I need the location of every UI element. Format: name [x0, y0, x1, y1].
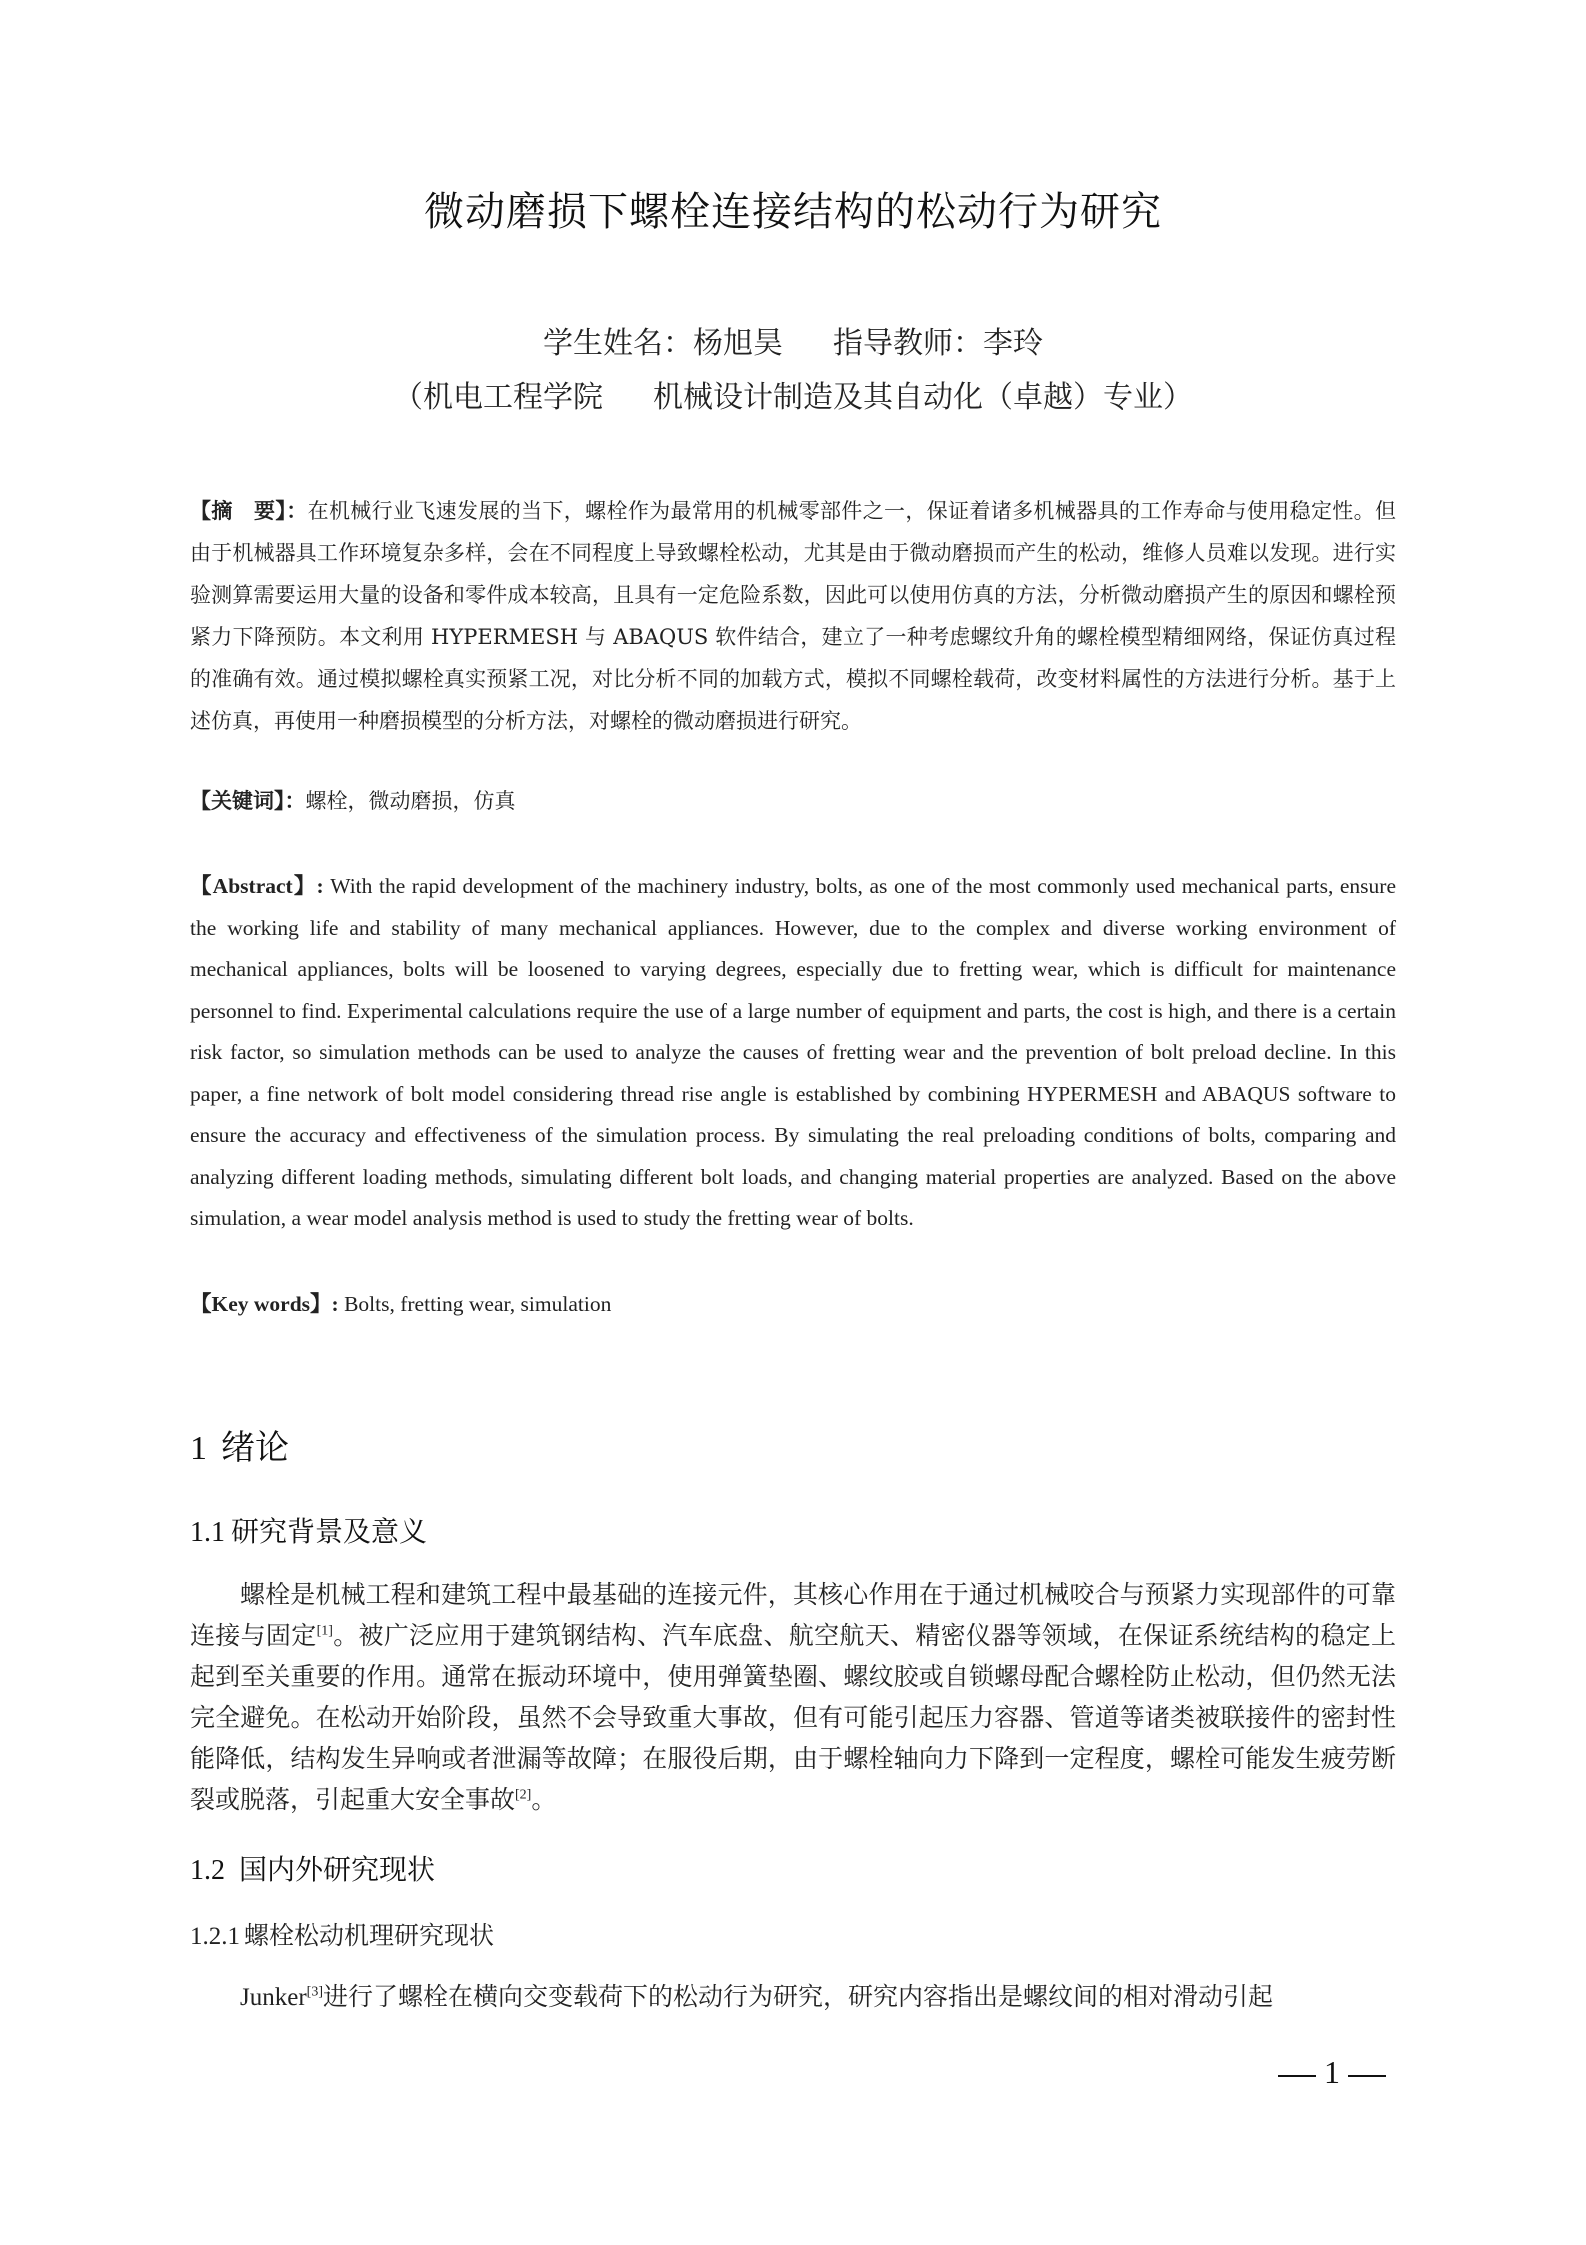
citation-ref-3[interactable]: [3]: [306, 1984, 323, 2000]
chinese-abstract: [190, 490, 1396, 742]
body-paragraph-junker: [190, 1976, 1396, 2018]
dash-decoration: [1348, 2075, 1386, 2077]
student-name: 杨旭昊: [693, 326, 783, 361]
citation-ref-1[interactable]: [1]: [316, 1623, 333, 1639]
page-number-value: 1: [1324, 2054, 1340, 2090]
section-number: 1.2: [190, 1855, 225, 1886]
paragraph-text: 螺栓是机械工程和建筑工程中最基础的连接元件，其核心作用在于通过机械咬合与预紧力实现部件的可靠连接与固定: [190, 1580, 1396, 1650]
section-heading-1-1: [190, 1510, 1396, 1550]
advisor-name: 李玲: [983, 326, 1043, 361]
chinese-abstract-label: 【摘 要】：: [190, 499, 308, 523]
section-heading-1: [190, 1420, 1396, 1469]
paragraph-text: 。被广泛应用于建筑钢结构、汽车底盘、航空航天、精密仪器等领域，在保证系统结构的稳定上起到至关重要的作用。通常在振动环境中，使用弹簧垫圈、螺纹胶或自锁螺母配合螺栓防止松动，但仍然无法完全避免。在松动开始阶段，虽然不会导致重大事故，但有可能引起压力容器、管道等诸类被联接件的密封性能降低，结构发生异响或者泄漏等故障；在服役后期，由于螺栓轴向力下降到一定程度，螺栓可能发生疲劳断裂或脱落，引起重大安全事故: [190, 1621, 1396, 1814]
paper-title: 微动磨损下螺栓连接结构的松动行为研究: [424, 189, 1162, 235]
english-abstract-text: With the rapid development of the machinery industry, bolts, as one of the most commonly used mechanical parts, ensure the working life and stability of many mechanical appliances. However, due to the complex and diverse working environment of mechanical appliances, bolts will be loosened to varying degrees, especially due to fretting wear, which is difficult for maintenance personnel to find. Experimental calculations require the use of a large number of equipment and parts, the cost is high, and there is a certain risk factor, so simulation methods can be used to analyze the causes of fretting wear and the prevention of bolt preload decline. In this paper, a fine network of bolt model considering thread rise angle is established by combining HYPERMESH and ABAQUS software to ensure the accuracy and effectiveness of the simulation process. By simulating the real preloading conditions of bolts, comparing and analyzing different loading methods, simulating different bolt loads, and changing material properties are analyzed. Based on the above simulation, a wear model analysis method is used to study the fretting wear of bolts.: [190, 874, 1396, 1230]
english-abstract-label: 【Abstract】:: [190, 874, 324, 898]
section-title: 螺栓松动机理研究现状: [244, 1921, 495, 1950]
section-title: 绪论: [221, 1428, 289, 1468]
affiliation-open-paren: （: [393, 380, 423, 415]
section-heading-1-2: [190, 1848, 1396, 1888]
paragraph-text: 。: [531, 1785, 557, 1814]
student-label: 学生姓名：: [543, 326, 693, 361]
english-keywords-text: Bolts, fretting wear, simulation: [338, 1292, 612, 1316]
chinese-keywords-text: 螺栓，微动磨损，仿真: [305, 789, 516, 813]
author-name: Junker: [240, 1984, 307, 2011]
major-name: 机械设计制造及其自动化（卓越）专业: [653, 380, 1163, 415]
english-abstract: [190, 866, 1396, 1240]
section-title: 国内外研究现状: [239, 1853, 436, 1886]
affiliation-close-paren: ）: [1163, 380, 1193, 415]
english-keywords-label: 【Key words】:: [190, 1292, 339, 1316]
chinese-keywords: [190, 780, 1396, 822]
college-name: 机电工程学院: [423, 380, 603, 415]
section-number: 1.2.1: [190, 1923, 240, 1950]
citation-ref-2[interactable]: [2]: [515, 1787, 532, 1803]
body-paragraph-background: [190, 1574, 1396, 1820]
advisor-label: 指导教师：: [833, 326, 983, 361]
author-line: [0, 318, 1586, 362]
paragraph-text: 进行了螺栓在横向交变载荷下的松动行为研究，研究内容指出是螺纹间的相对滑动引起: [322, 1982, 1273, 2011]
affiliation-line: [0, 372, 1586, 416]
chinese-keywords-label: 【关键词】：: [190, 789, 306, 813]
section-title: 研究背景及意义: [231, 1515, 428, 1548]
section-number: 1.1: [190, 1517, 225, 1548]
english-keywords: [190, 1284, 1396, 1326]
section-number: 1: [190, 1430, 207, 1467]
dash-decoration: [1278, 2075, 1316, 2077]
page-number: [1270, 2054, 1394, 2091]
chinese-abstract-text: 在机械行业飞速发展的当下，螺栓作为最常用的机械零部件之一，保证着诸多机械器具的工作寿命与使用稳定性。但由于机械器具工作环境复杂多样，会在不同程度上导致螺栓松动，尤其是由于微动磨损而产生的松动，维修人员难以发现。进行实验测算需要运用大量的设备和零件成本较高，且具有一定危险系数，因此可以使用仿真的方法，分析微动磨损产生的原因和螺栓预紧力下降预防。本文利用 HYPERMESH 与 ABAQUS 软件结合，建立了一种考虑螺纹升角的螺栓模型精细网络，保证仿真过程的准确有效。通过模拟螺栓真实预紧工况，对比分析不同的加载方式，模拟不同螺栓载荷，改变材料属性的方法进行分析。基于上述仿真，再使用一种磨损模型的分析方法，对螺栓的微动磨损进行研究。: [190, 499, 1396, 733]
section-heading-1-2-1: [190, 1916, 1396, 1952]
